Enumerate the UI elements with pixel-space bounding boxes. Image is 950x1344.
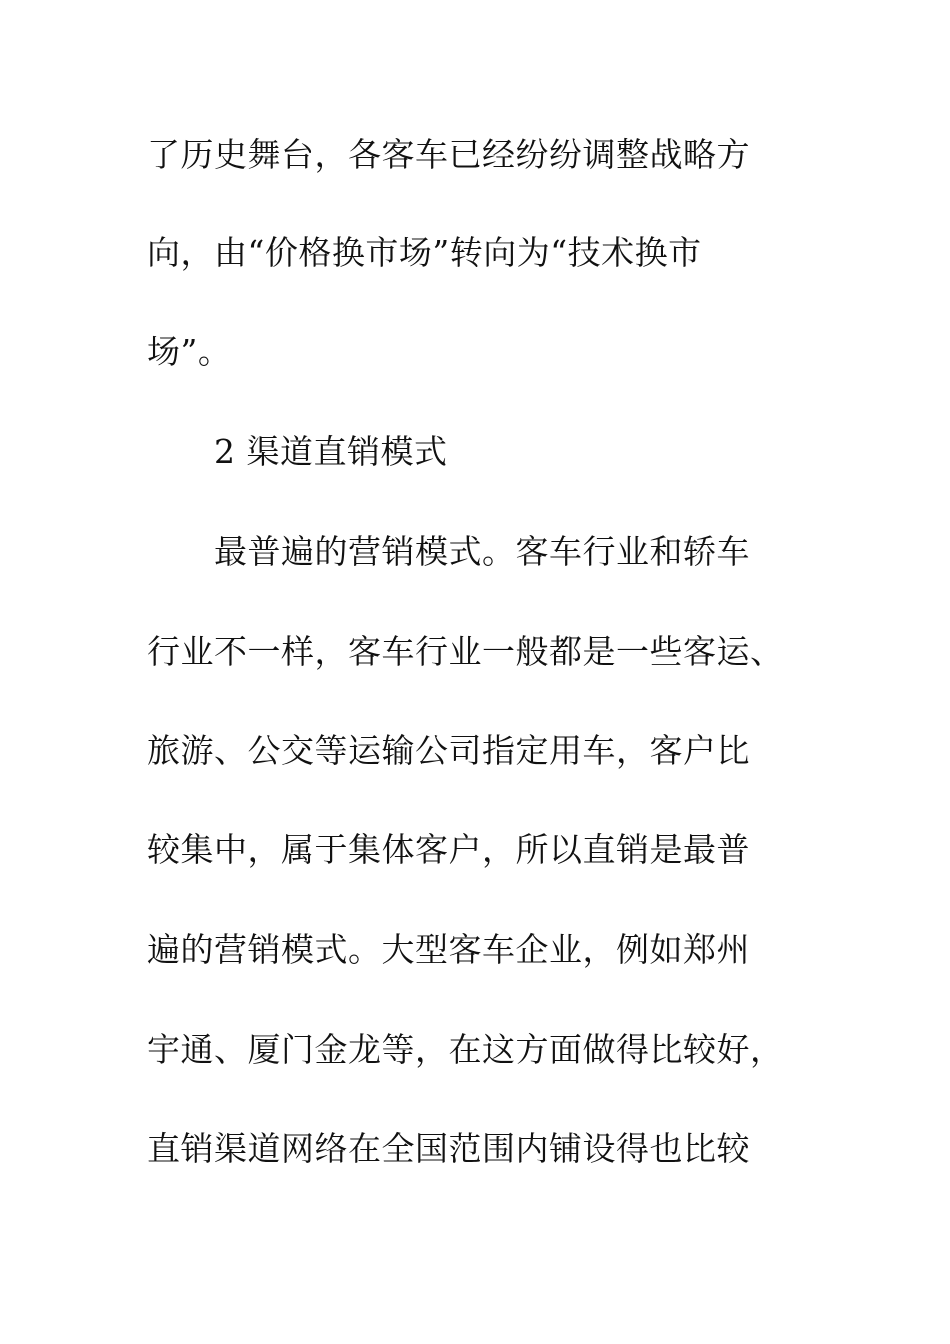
paragraph-line-6: 宇通、厦门金龙等，在这方面做得比较好， [147,1030,784,1069]
paragraph-line-2: 行业不一样，客车行业一般都是一些客运、 [147,632,784,671]
paragraph-line-4: 较集中，属于集体客户，所以直销是最普 [147,830,750,869]
paragraph-line-5: 遍的营销模式。大型客车企业，例如郑州 [147,930,750,969]
paragraph-line-continuation-2: 向，由“价格换市场”转向为“技术换市 [147,233,702,272]
paragraph-line-continuation-3: 场”。 [147,332,232,371]
paragraph-line-continuation-1: 了历史舞台，各客车已经纷纷调整战略方 [147,135,750,174]
paragraph-line-7: 直销渠道网络在全国范围内铺设得也比较 [147,1129,750,1168]
paragraph-line-3: 旅游、公交等运输公司指定用车，客户比 [147,731,750,770]
paragraph-line-1: 最普遍的营销模式。客车行业和轿车 [214,532,750,571]
section-heading: 2 渠道直销模式 [214,432,448,471]
